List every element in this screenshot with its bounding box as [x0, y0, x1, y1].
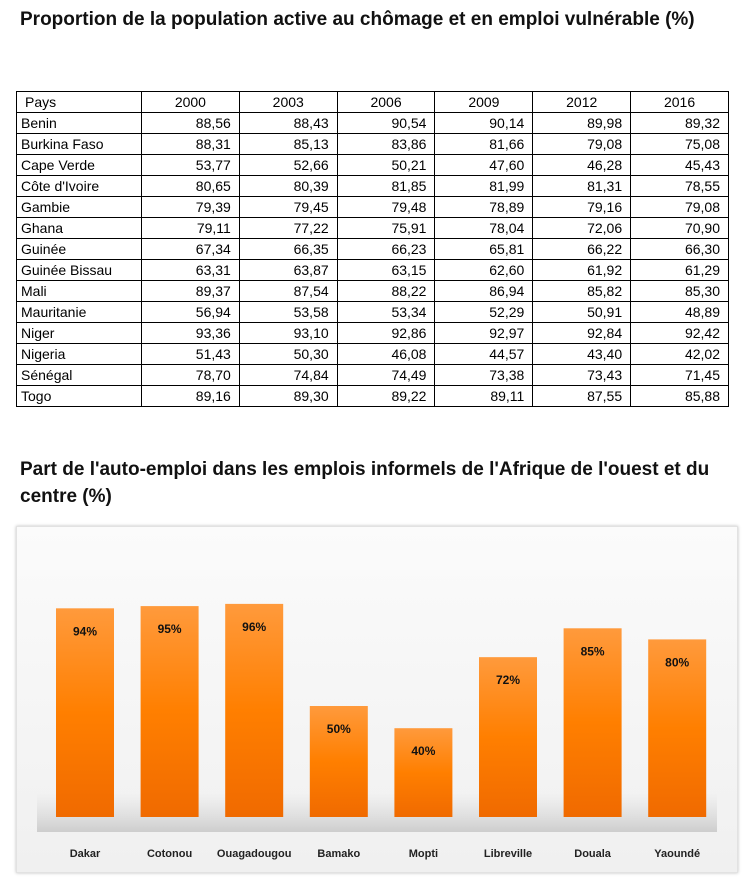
value-cell: 87,54	[239, 281, 337, 302]
value-cell: 66,23	[337, 239, 435, 260]
value-cell: 79,48	[337, 197, 435, 218]
country-cell: Guinée	[17, 239, 142, 260]
chart-panel	[16, 526, 738, 873]
table-row	[17, 134, 729, 155]
value-cell: 66,35	[239, 239, 337, 260]
header-cell: 2009	[435, 92, 533, 113]
value-cell: 78,89	[435, 197, 533, 218]
value-cell: 92,84	[533, 323, 631, 344]
value-cell: 80,39	[239, 176, 337, 197]
value-cell: 85,88	[631, 386, 729, 407]
value-cell: 42,02	[631, 344, 729, 365]
table-row	[17, 386, 729, 407]
value-cell: 83,86	[337, 134, 435, 155]
value-cell: 92,86	[337, 323, 435, 344]
chart-title: Part de l'auto-emploi dans les emplois informels de l'Afrique de l'ouest et du centre (%)	[20, 459, 710, 507]
value-cell: 88,43	[239, 113, 337, 134]
value-cell: 75,91	[337, 218, 435, 239]
table-row	[17, 323, 729, 344]
value-cell: 63,31	[142, 260, 240, 281]
value-cell: 86,94	[435, 281, 533, 302]
bar-value-label: 80%	[665, 655, 690, 670]
bar-value-label: 96%	[242, 619, 267, 634]
value-cell: 46,28	[533, 155, 631, 176]
bar	[394, 728, 452, 817]
country-cell: Sénégal	[17, 365, 142, 386]
country-cell: Togo	[17, 386, 142, 407]
value-cell: 89,98	[533, 113, 631, 134]
category-label: Yaoundé	[654, 848, 701, 860]
value-cell: 81,85	[337, 176, 435, 197]
table-row	[17, 218, 729, 239]
value-cell: 78,55	[631, 176, 729, 197]
country-cell: Guinée Bissau	[17, 260, 142, 281]
bar-value-label: 50%	[326, 722, 351, 736]
value-cell: 74,49	[337, 365, 435, 386]
value-cell: 93,10	[239, 323, 337, 344]
table-header-row	[17, 92, 729, 113]
value-cell: 89,11	[435, 386, 533, 407]
table-row	[17, 155, 729, 176]
value-cell: 85,30	[631, 281, 729, 302]
header-cell: 2012	[533, 92, 631, 113]
country-cell: Côte d'Ivoire	[17, 176, 142, 197]
value-cell: 79,11	[142, 218, 240, 239]
table-row	[17, 113, 729, 134]
value-cell: 88,56	[142, 113, 240, 134]
header-cell: 2003	[239, 92, 337, 113]
value-cell: 81,99	[435, 176, 533, 197]
value-cell: 74,84	[239, 365, 337, 386]
table-row	[17, 197, 729, 218]
table-row	[17, 344, 729, 365]
value-cell: 89,32	[631, 113, 729, 134]
header-cell: 2006	[337, 92, 435, 113]
value-cell: 53,58	[239, 302, 337, 323]
value-cell: 62,60	[435, 260, 533, 281]
value-cell: 63,15	[337, 260, 435, 281]
value-cell: 46,08	[337, 344, 435, 365]
table-row	[17, 260, 729, 281]
country-cell: Niger	[17, 323, 142, 344]
value-cell: 48,89	[631, 302, 729, 323]
value-cell: 92,42	[631, 323, 729, 344]
category-label: Cotonou	[146, 848, 193, 860]
table-row	[17, 239, 729, 260]
category-label: Ouagadougou	[216, 848, 292, 860]
value-cell: 89,16	[142, 386, 240, 407]
value-cell: 81,31	[533, 176, 631, 197]
value-cell: 63,87	[239, 260, 337, 281]
bar-value-label: 94%	[72, 624, 98, 639]
value-cell: 88,31	[142, 134, 240, 155]
value-cell: 85,82	[533, 281, 631, 302]
bar-chart	[17, 527, 737, 872]
table-body	[17, 113, 729, 407]
value-cell: 50,21	[337, 155, 435, 176]
value-cell: 77,22	[239, 218, 337, 239]
value-cell: 52,66	[239, 155, 337, 176]
table-row	[17, 365, 729, 386]
value-cell: 72,06	[533, 218, 631, 239]
value-cell: 73,43	[533, 365, 631, 386]
value-cell: 53,34	[337, 302, 435, 323]
value-cell: 78,70	[142, 365, 240, 386]
value-cell: 87,55	[533, 386, 631, 407]
value-cell: 61,29	[631, 260, 729, 281]
value-cell: 79,45	[239, 197, 337, 218]
country-cell: Benin	[17, 113, 142, 134]
data-table	[16, 91, 729, 407]
value-cell: 78,04	[435, 218, 533, 239]
value-cell: 45,43	[631, 155, 729, 176]
value-cell: 79,08	[533, 134, 631, 155]
value-cell: 89,30	[239, 386, 337, 407]
value-cell: 50,30	[239, 344, 337, 365]
country-cell: Mali	[17, 281, 142, 302]
header-cell: 2016	[631, 92, 729, 113]
table-row	[17, 176, 729, 197]
bar	[56, 608, 114, 817]
value-cell: 44,57	[435, 344, 533, 365]
header-cell: Pays	[17, 92, 142, 113]
value-cell: 80,65	[142, 176, 240, 197]
value-cell: 90,14	[435, 113, 533, 134]
country-cell: Gambie	[17, 197, 142, 218]
value-cell: 93,36	[142, 323, 240, 344]
value-cell: 65,81	[435, 239, 533, 260]
value-cell: 43,40	[533, 344, 631, 365]
value-cell: 92,97	[435, 323, 533, 344]
value-cell: 79,16	[533, 197, 631, 218]
value-cell: 53,77	[142, 155, 240, 176]
value-cell: 89,37	[142, 281, 240, 302]
value-cell: 70,90	[631, 218, 729, 239]
value-cell: 79,08	[631, 197, 729, 218]
value-cell: 88,22	[337, 281, 435, 302]
bar-value-label: 95%	[157, 622, 182, 637]
table-row	[17, 281, 729, 302]
value-cell: 75,08	[631, 134, 729, 155]
value-cell: 52,29	[435, 302, 533, 323]
value-cell: 85,13	[239, 134, 337, 155]
value-cell: 50,91	[533, 302, 631, 323]
category-label: Douala	[574, 848, 611, 860]
bar-value-label: 85%	[580, 644, 605, 659]
country-cell: Nigeria	[17, 344, 142, 365]
bar-value-label: 72%	[495, 673, 521, 688]
value-cell: 66,22	[533, 239, 631, 260]
value-cell: 61,92	[533, 260, 631, 281]
bar-value-label: 40%	[411, 744, 436, 759]
category-label: Libreville	[483, 848, 533, 860]
value-cell: 71,45	[631, 365, 729, 386]
value-cell: 90,54	[337, 113, 435, 134]
value-cell: 51,43	[142, 344, 240, 365]
country-cell: Ghana	[17, 218, 142, 239]
value-cell: 73,38	[435, 365, 533, 386]
value-cell: 66,30	[631, 239, 729, 260]
country-cell: Burkina Faso	[17, 134, 142, 155]
category-label: Mopti	[408, 848, 439, 860]
value-cell: 79,39	[142, 197, 240, 218]
bar	[141, 606, 199, 817]
header-cell: 2000	[142, 92, 240, 113]
table-row	[17, 302, 729, 323]
bar	[225, 604, 283, 817]
table-title: Proportion de la population active au chômage et en emploi vulnérable (%)	[20, 9, 695, 30]
country-cell: Mauritanie	[17, 302, 142, 323]
value-cell: 67,34	[142, 239, 240, 260]
category-label: Dakar	[69, 848, 101, 860]
value-cell: 56,94	[142, 302, 240, 323]
value-cell: 89,22	[337, 386, 435, 407]
category-label: Bamako	[317, 848, 361, 860]
value-cell: 81,66	[435, 134, 533, 155]
value-cell: 47,60	[435, 155, 533, 176]
country-cell: Cape Verde	[17, 155, 142, 176]
